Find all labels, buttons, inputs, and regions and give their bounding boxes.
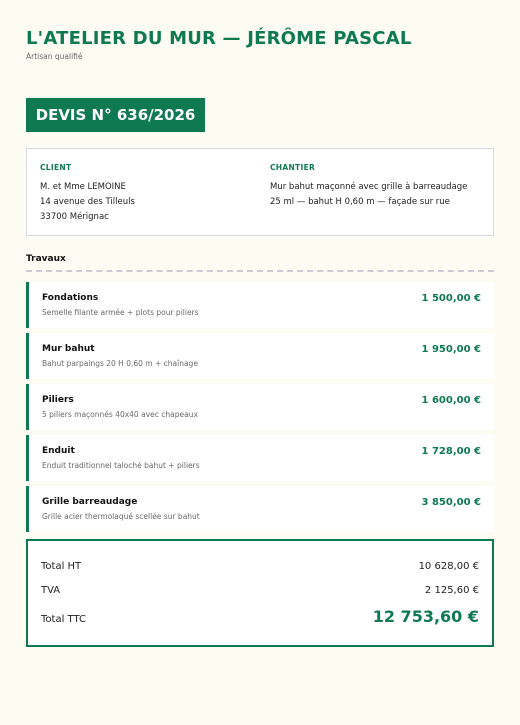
work-item — [26, 384, 494, 430]
work-item-price: 1 728,00 € — [421, 446, 481, 457]
client-name: M. et Mme LEMOINE — [40, 182, 126, 192]
work-item-desc: Enduit traditionnel taloché bahut + piliers — [42, 461, 200, 470]
total-ht-label: Total HT — [41, 561, 82, 572]
work-item-price: 3 850,00 € — [421, 497, 481, 508]
work-item — [26, 486, 494, 532]
company-name: L'ATELIER DU MUR — JÉRÔME PASCAL — [26, 28, 412, 49]
client-heading: CLIENT — [40, 163, 72, 172]
totals-box — [26, 539, 494, 647]
chantier-description: Mur bahut maçonné avec grille à barreaudage — [270, 182, 468, 192]
work-item-desc: Semelle filante armée + plots pour piliers — [42, 308, 199, 317]
total-ttc-value: 12 753,60 € — [372, 607, 479, 626]
company-tagline: Artisan qualifié — [26, 52, 83, 61]
work-item-desc: Bahut parpaings 20 H 0,60 m + chaînage — [42, 359, 198, 368]
tva-row — [41, 585, 479, 596]
work-item-desc: Grille acier thermolaqué scellée sur bahut — [42, 512, 200, 521]
work-item-title: Mur bahut — [42, 344, 95, 354]
work-item-price: 1 600,00 € — [421, 395, 481, 406]
client-street: 14 avenue des Tilleuls — [40, 197, 135, 207]
total-ht-value: 10 628,00 € — [418, 561, 479, 572]
info-card — [26, 148, 494, 236]
client-city: 33700 Mérignac — [40, 212, 109, 222]
dashed-divider — [26, 270, 494, 272]
chantier-heading: CHANTIER — [270, 163, 316, 172]
chantier-dimensions: 25 ml — bahut H 0,60 m — façade sur rue — [270, 197, 450, 207]
work-item — [26, 333, 494, 379]
work-item-title: Enduit — [42, 446, 75, 456]
total-ht-row — [41, 561, 479, 572]
work-item-desc: 5 piliers maçonnés 40x40 avec chapeaux — [42, 410, 198, 419]
work-item-title: Grille barreaudage — [42, 497, 138, 507]
devis-number-banner: DEVIS N° 636/2026 — [26, 98, 205, 132]
total-ttc-label: Total TTC — [41, 614, 86, 625]
work-item-title: Piliers — [42, 395, 74, 405]
work-item-price: 1 500,00 € — [421, 293, 481, 304]
total-ttc-row — [41, 607, 479, 626]
travaux-title: Travaux — [26, 254, 66, 264]
chantier-block — [270, 163, 467, 210]
work-item — [26, 435, 494, 481]
client-block — [40, 163, 135, 225]
work-item-title: Fondations — [42, 293, 99, 303]
work-item-price: 1 950,00 € — [421, 344, 481, 355]
work-item — [26, 282, 494, 328]
tva-value: 2 125,60 € — [424, 585, 479, 596]
tva-label: TVA — [41, 585, 61, 596]
